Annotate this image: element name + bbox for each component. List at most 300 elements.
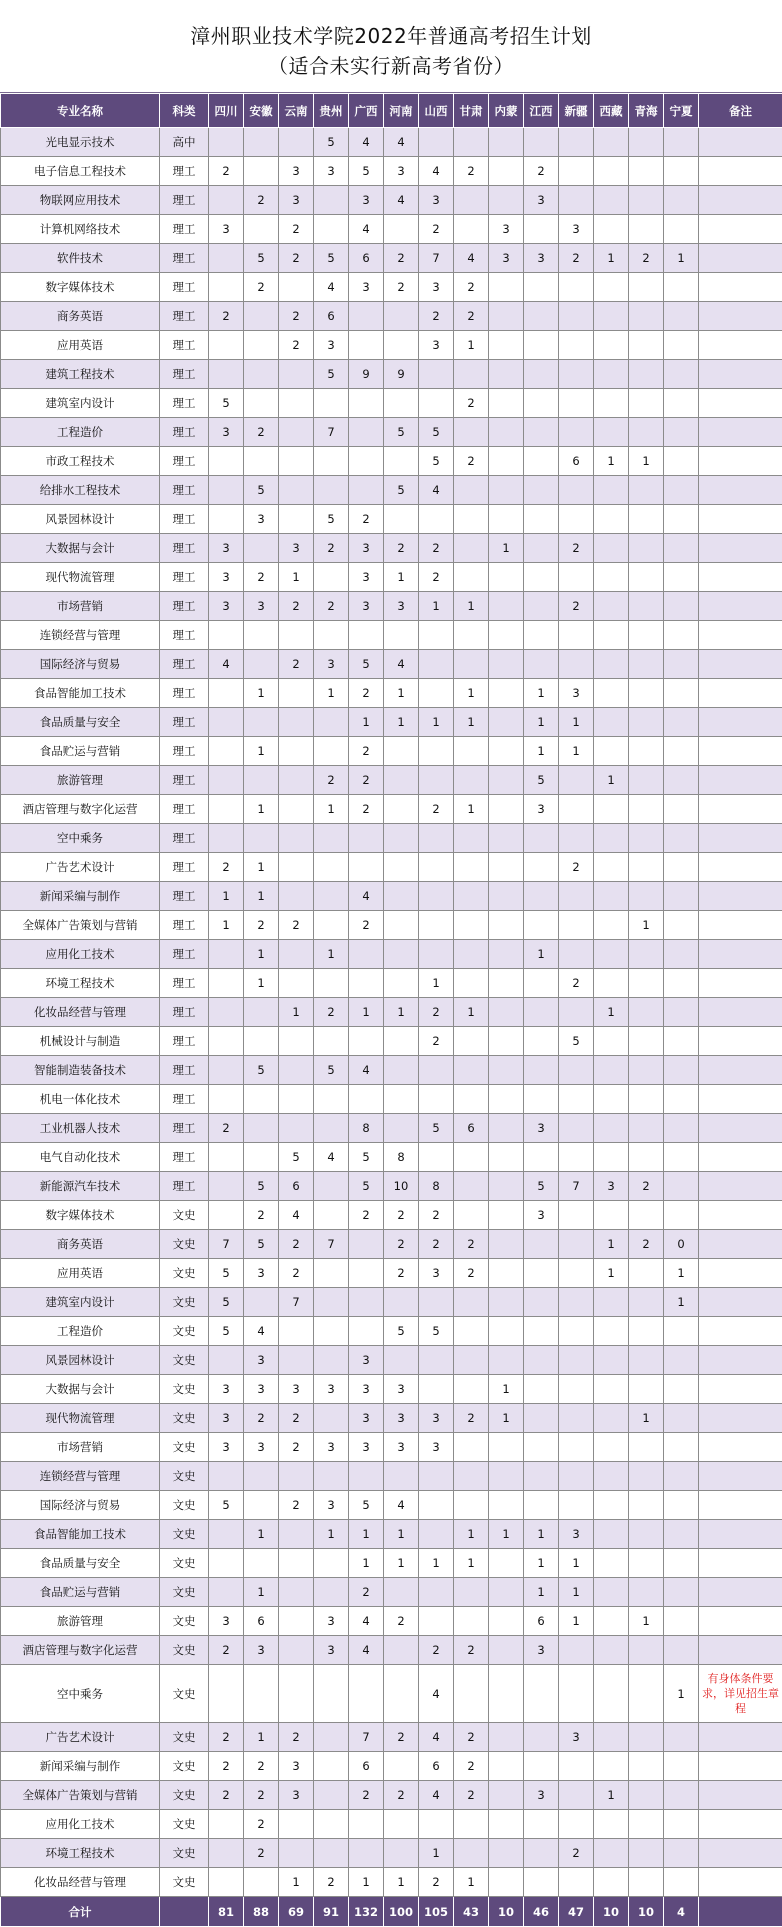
quota-cell — [209, 505, 244, 534]
header-province: 山西 — [419, 94, 454, 128]
quota-cell: 1 — [454, 998, 489, 1027]
note-cell — [699, 795, 782, 824]
quota-cell — [384, 302, 419, 331]
quota-cell: 2 — [279, 592, 314, 621]
note-cell — [699, 1404, 782, 1433]
quota-cell: 4 — [349, 128, 384, 157]
quota-cell — [559, 331, 594, 360]
quota-cell: 1 — [279, 563, 314, 592]
table-row — [1, 1491, 782, 1520]
quota-cell — [559, 824, 594, 853]
quota-cell: 1 — [454, 592, 489, 621]
quota-cell — [209, 273, 244, 302]
quota-cell — [559, 940, 594, 969]
quota-cell — [594, 273, 629, 302]
quota-cell: 3 — [279, 157, 314, 186]
quota-cell — [419, 1375, 454, 1404]
subject-cell: 理工 — [160, 1056, 209, 1085]
quota-cell — [629, 157, 664, 186]
quota-cell — [594, 1433, 629, 1462]
quota-cell — [489, 505, 524, 534]
quota-cell — [594, 969, 629, 998]
quota-cell — [629, 360, 664, 389]
quota-cell: 2 — [454, 447, 489, 476]
quota-cell — [454, 621, 489, 650]
quota-cell — [664, 1491, 699, 1520]
table-row — [1, 447, 782, 476]
quota-cell: 2 — [244, 1839, 279, 1868]
note-cell — [699, 1607, 782, 1636]
quota-cell: 2 — [454, 157, 489, 186]
quota-cell: 2 — [384, 244, 419, 273]
quota-cell — [559, 1752, 594, 1781]
subject-cell: 理工 — [160, 273, 209, 302]
quota-cell — [664, 708, 699, 737]
quota-cell: 3 — [524, 1201, 559, 1230]
quota-cell — [594, 940, 629, 969]
quota-cell: 5 — [349, 1491, 384, 1520]
quota-cell — [454, 853, 489, 882]
major-name-cell: 建筑室内设计 — [1, 1288, 160, 1317]
subject-cell: 理工 — [160, 940, 209, 969]
quota-cell: 3 — [559, 1723, 594, 1752]
quota-cell — [664, 302, 699, 331]
quota-cell — [629, 679, 664, 708]
quota-cell — [244, 157, 279, 186]
quota-cell — [279, 447, 314, 476]
quota-cell: 2 — [384, 1230, 419, 1259]
quota-cell: 5 — [314, 244, 349, 273]
quota-cell — [629, 1578, 664, 1607]
quota-cell — [419, 1143, 454, 1172]
subject-cell: 文史 — [160, 1259, 209, 1288]
table-row — [1, 563, 782, 592]
subject-cell: 文史 — [160, 1462, 209, 1491]
note-cell — [699, 1433, 782, 1462]
quota-cell: 1 — [454, 679, 489, 708]
quota-cell — [524, 1288, 559, 1317]
quota-cell — [594, 1346, 629, 1375]
quota-cell — [594, 1404, 629, 1433]
quota-cell — [279, 418, 314, 447]
quota-cell — [419, 911, 454, 940]
quota-cell — [314, 1317, 349, 1346]
quota-cell — [314, 737, 349, 766]
major-name-cell: 商务英语 — [1, 302, 160, 331]
quota-cell — [384, 1665, 419, 1723]
quota-cell — [209, 1346, 244, 1375]
quota-cell — [524, 1346, 559, 1375]
table-body — [1, 128, 782, 1897]
quota-cell: 1 — [244, 737, 279, 766]
quota-cell — [524, 592, 559, 621]
quota-cell — [384, 1462, 419, 1491]
quota-cell — [524, 1404, 559, 1433]
quota-cell — [629, 186, 664, 215]
table-row — [1, 273, 782, 302]
major-name-cell: 化妆品经营与管理 — [1, 1868, 160, 1897]
quota-cell — [489, 1317, 524, 1346]
quota-cell: 1 — [594, 1259, 629, 1288]
quota-cell: 2 — [209, 1636, 244, 1665]
quota-cell: 2 — [244, 1810, 279, 1839]
quota-cell: 3 — [524, 1114, 559, 1143]
table-row — [1, 737, 782, 766]
quota-cell — [384, 882, 419, 911]
major-name-cell: 食品质量与安全 — [1, 1549, 160, 1578]
quota-cell: 5 — [349, 1172, 384, 1201]
quota-cell — [664, 650, 699, 679]
quota-cell: 3 — [314, 650, 349, 679]
quota-cell — [524, 534, 559, 563]
note-cell — [699, 592, 782, 621]
quota-cell: 2 — [419, 302, 454, 331]
note-cell — [699, 1810, 782, 1839]
quota-cell: 1 — [559, 1578, 594, 1607]
note-cell — [699, 1723, 782, 1752]
quota-cell — [559, 1259, 594, 1288]
major-name-cell: 连锁经营与管理 — [1, 621, 160, 650]
subject-cell: 文史 — [160, 1491, 209, 1520]
quota-cell — [314, 824, 349, 853]
quota-cell — [664, 824, 699, 853]
quota-cell — [664, 795, 699, 824]
subject-cell: 理工 — [160, 795, 209, 824]
quota-cell — [629, 1288, 664, 1317]
quota-cell: 1 — [594, 998, 629, 1027]
quota-cell — [279, 1578, 314, 1607]
quota-cell: 7 — [314, 418, 349, 447]
quota-cell: 2 — [454, 1781, 489, 1810]
quota-cell — [559, 650, 594, 679]
subject-cell: 理工 — [160, 592, 209, 621]
quota-cell — [594, 1288, 629, 1317]
quota-cell — [594, 737, 629, 766]
quota-cell — [629, 766, 664, 795]
quota-cell: 2 — [314, 998, 349, 1027]
quota-cell: 10 — [384, 1172, 419, 1201]
major-name-cell: 食品贮运与营销 — [1, 737, 160, 766]
quota-cell — [384, 447, 419, 476]
quota-cell: 2 — [244, 911, 279, 940]
quota-cell — [279, 273, 314, 302]
quota-cell — [349, 853, 384, 882]
quota-cell — [279, 1027, 314, 1056]
quota-cell: 2 — [629, 1230, 664, 1259]
subject-cell: 理工 — [160, 824, 209, 853]
quota-cell — [594, 1114, 629, 1143]
quota-cell — [594, 795, 629, 824]
quota-cell — [489, 969, 524, 998]
table-row — [1, 389, 782, 418]
major-name-cell: 机械设计与制造 — [1, 1027, 160, 1056]
quota-cell — [594, 1491, 629, 1520]
quota-cell — [559, 1462, 594, 1491]
quota-cell — [489, 679, 524, 708]
quota-cell: 3 — [244, 505, 279, 534]
header-province: 甘肃 — [454, 94, 489, 128]
quota-cell — [419, 128, 454, 157]
quota-cell: 2 — [629, 244, 664, 273]
quota-cell: 2 — [349, 911, 384, 940]
table-row — [1, 824, 782, 853]
quota-cell — [314, 1781, 349, 1810]
quota-cell — [629, 1201, 664, 1230]
quota-cell — [244, 650, 279, 679]
table-row — [1, 215, 782, 244]
quota-cell: 3 — [314, 157, 349, 186]
table-row — [1, 621, 782, 650]
quota-cell — [664, 1868, 699, 1897]
quota-cell — [454, 650, 489, 679]
note-cell — [699, 244, 782, 273]
quota-cell — [244, 1868, 279, 1897]
major-name-cell: 光电显示技术 — [1, 128, 160, 157]
note-cell — [699, 882, 782, 911]
quota-cell: 2 — [314, 534, 349, 563]
quota-cell — [314, 1752, 349, 1781]
major-name-cell: 商务英语 — [1, 1230, 160, 1259]
quota-cell — [664, 1375, 699, 1404]
major-name-cell: 数字媒体技术 — [1, 1201, 160, 1230]
quota-cell: 2 — [454, 1752, 489, 1781]
quota-cell — [489, 998, 524, 1027]
quota-cell — [349, 476, 384, 505]
quota-cell: 3 — [419, 186, 454, 215]
quota-cell — [629, 273, 664, 302]
table-row — [1, 1201, 782, 1230]
quota-cell — [349, 1665, 384, 1723]
quota-cell — [489, 1549, 524, 1578]
quota-cell: 4 — [349, 1056, 384, 1085]
quota-cell — [489, 911, 524, 940]
subject-cell: 理工 — [160, 244, 209, 273]
quota-cell — [559, 1114, 594, 1143]
note-cell — [699, 940, 782, 969]
quota-cell: 1 — [454, 1549, 489, 1578]
quota-cell — [454, 882, 489, 911]
note-cell — [699, 1462, 782, 1491]
major-name-cell: 风景园林设计 — [1, 1346, 160, 1375]
quota-cell: 3 — [279, 186, 314, 215]
quota-cell — [489, 1607, 524, 1636]
quota-cell: 4 — [384, 186, 419, 215]
quota-cell: 1 — [664, 244, 699, 273]
quota-cell: 2 — [244, 563, 279, 592]
quota-cell: 2 — [454, 302, 489, 331]
quota-cell: 1 — [209, 882, 244, 911]
quota-cell — [314, 1288, 349, 1317]
quota-cell — [594, 911, 629, 940]
quota-cell — [384, 1752, 419, 1781]
quota-cell — [594, 1607, 629, 1636]
quota-cell — [244, 998, 279, 1027]
quota-cell: 2 — [279, 911, 314, 940]
quota-cell: 3 — [244, 1375, 279, 1404]
quota-cell — [629, 1810, 664, 1839]
quota-cell — [209, 1085, 244, 1114]
quota-cell — [559, 128, 594, 157]
quota-cell: 7 — [314, 1230, 349, 1259]
note-cell — [699, 1346, 782, 1375]
subject-cell: 文史 — [160, 1752, 209, 1781]
quota-cell: 1 — [524, 1549, 559, 1578]
quota-cell — [664, 1752, 699, 1781]
quota-cell — [524, 563, 559, 592]
quota-cell: 2 — [209, 302, 244, 331]
quota-cell: 2 — [384, 273, 419, 302]
quota-cell: 3 — [419, 1433, 454, 1462]
quota-cell: 1 — [244, 940, 279, 969]
subject-cell: 高中 — [160, 128, 209, 157]
quota-cell: 1 — [384, 998, 419, 1027]
quota-cell: 1 — [244, 853, 279, 882]
table-row — [1, 1375, 782, 1404]
quota-cell — [524, 998, 559, 1027]
quota-cell — [489, 940, 524, 969]
note-cell — [699, 1056, 782, 1085]
table-row — [1, 1578, 782, 1607]
quota-cell — [419, 853, 454, 882]
quota-cell — [559, 911, 594, 940]
quota-cell: 2 — [314, 592, 349, 621]
quota-cell: 5 — [314, 505, 349, 534]
quota-cell: 2 — [349, 1578, 384, 1607]
major-name-cell: 应用化工技术 — [1, 940, 160, 969]
quota-cell — [279, 389, 314, 418]
quota-cell: 3 — [209, 1433, 244, 1462]
quota-cell — [314, 447, 349, 476]
quota-cell: 1 — [244, 679, 279, 708]
total-note — [699, 1897, 782, 1927]
quota-cell — [559, 1810, 594, 1839]
quota-cell — [209, 1172, 244, 1201]
quota-cell — [629, 1317, 664, 1346]
quota-cell: 1 — [489, 1520, 524, 1549]
note-cell — [699, 157, 782, 186]
quota-cell — [454, 418, 489, 447]
quota-cell: 2 — [279, 1259, 314, 1288]
quota-cell — [349, 418, 384, 447]
quota-cell: 2 — [629, 1172, 664, 1201]
quota-cell — [314, 1346, 349, 1375]
major-name-cell: 软件技术 — [1, 244, 160, 273]
table-row — [1, 1781, 782, 1810]
quota-cell — [384, 1027, 419, 1056]
quota-cell — [384, 853, 419, 882]
quota-cell — [349, 1462, 384, 1491]
quota-cell — [419, 505, 454, 534]
quota-cell — [279, 940, 314, 969]
quota-cell — [244, 447, 279, 476]
quota-cell — [314, 1172, 349, 1201]
quota-cell — [629, 969, 664, 998]
quota-cell — [594, 1462, 629, 1491]
quota-cell — [419, 737, 454, 766]
quota-cell — [559, 1085, 594, 1114]
quota-cell — [559, 766, 594, 795]
quota-cell — [419, 1462, 454, 1491]
quota-cell — [279, 505, 314, 534]
quota-cell — [629, 1346, 664, 1375]
major-name-cell: 应用英语 — [1, 331, 160, 360]
quota-cell — [384, 766, 419, 795]
quota-cell: 2 — [419, 1868, 454, 1897]
quota-cell: 3 — [279, 1375, 314, 1404]
quota-cell — [454, 215, 489, 244]
quota-cell — [244, 389, 279, 418]
quota-cell — [664, 505, 699, 534]
quota-cell — [524, 1868, 559, 1897]
quota-cell — [454, 186, 489, 215]
quota-cell — [489, 1665, 524, 1723]
quota-cell — [489, 186, 524, 215]
quota-cell — [524, 853, 559, 882]
quota-cell — [524, 621, 559, 650]
note-cell — [699, 1317, 782, 1346]
quota-cell: 2 — [559, 244, 594, 273]
quota-cell: 1 — [664, 1288, 699, 1317]
quota-cell — [209, 244, 244, 273]
quota-cell — [629, 1723, 664, 1752]
quota-cell: 1 — [419, 592, 454, 621]
total-subject-cell — [160, 1897, 209, 1927]
quota-cell — [279, 824, 314, 853]
quota-cell — [489, 737, 524, 766]
major-name-cell: 电气自动化技术 — [1, 1143, 160, 1172]
note-cell — [699, 1172, 782, 1201]
quota-cell — [559, 273, 594, 302]
quota-cell: 5 — [314, 360, 349, 389]
quota-cell — [209, 1810, 244, 1839]
table-row — [1, 1346, 782, 1375]
quota-cell — [489, 853, 524, 882]
quota-cell — [664, 1810, 699, 1839]
subject-cell: 理工 — [160, 1027, 209, 1056]
quota-cell — [629, 824, 664, 853]
note-cell — [699, 505, 782, 534]
major-name-cell: 新闻采编与制作 — [1, 882, 160, 911]
total-cell: 88 — [244, 1897, 279, 1927]
quota-cell — [524, 505, 559, 534]
quota-cell: 1 — [244, 1520, 279, 1549]
quota-cell — [244, 1549, 279, 1578]
quota-cell — [209, 1549, 244, 1578]
note-cell — [699, 1549, 782, 1578]
quota-cell: 1 — [244, 1723, 279, 1752]
quota-cell: 3 — [419, 1404, 454, 1433]
quota-cell — [489, 447, 524, 476]
quota-cell — [664, 157, 699, 186]
header-province: 云南 — [279, 94, 314, 128]
quota-cell: 2 — [419, 1230, 454, 1259]
quota-cell — [279, 766, 314, 795]
quota-cell — [664, 563, 699, 592]
quota-cell — [559, 1230, 594, 1259]
quota-cell: 2 — [419, 534, 454, 563]
note-cell — [699, 1752, 782, 1781]
subject-cell: 理工 — [160, 157, 209, 186]
header-row — [1, 94, 782, 128]
quota-cell: 1 — [349, 998, 384, 1027]
quota-cell — [419, 766, 454, 795]
quota-cell: 4 — [314, 273, 349, 302]
table-row — [1, 650, 782, 679]
note-cell — [699, 186, 782, 215]
subject-cell: 理工 — [160, 853, 209, 882]
quota-cell: 3 — [349, 592, 384, 621]
quota-cell — [489, 1578, 524, 1607]
